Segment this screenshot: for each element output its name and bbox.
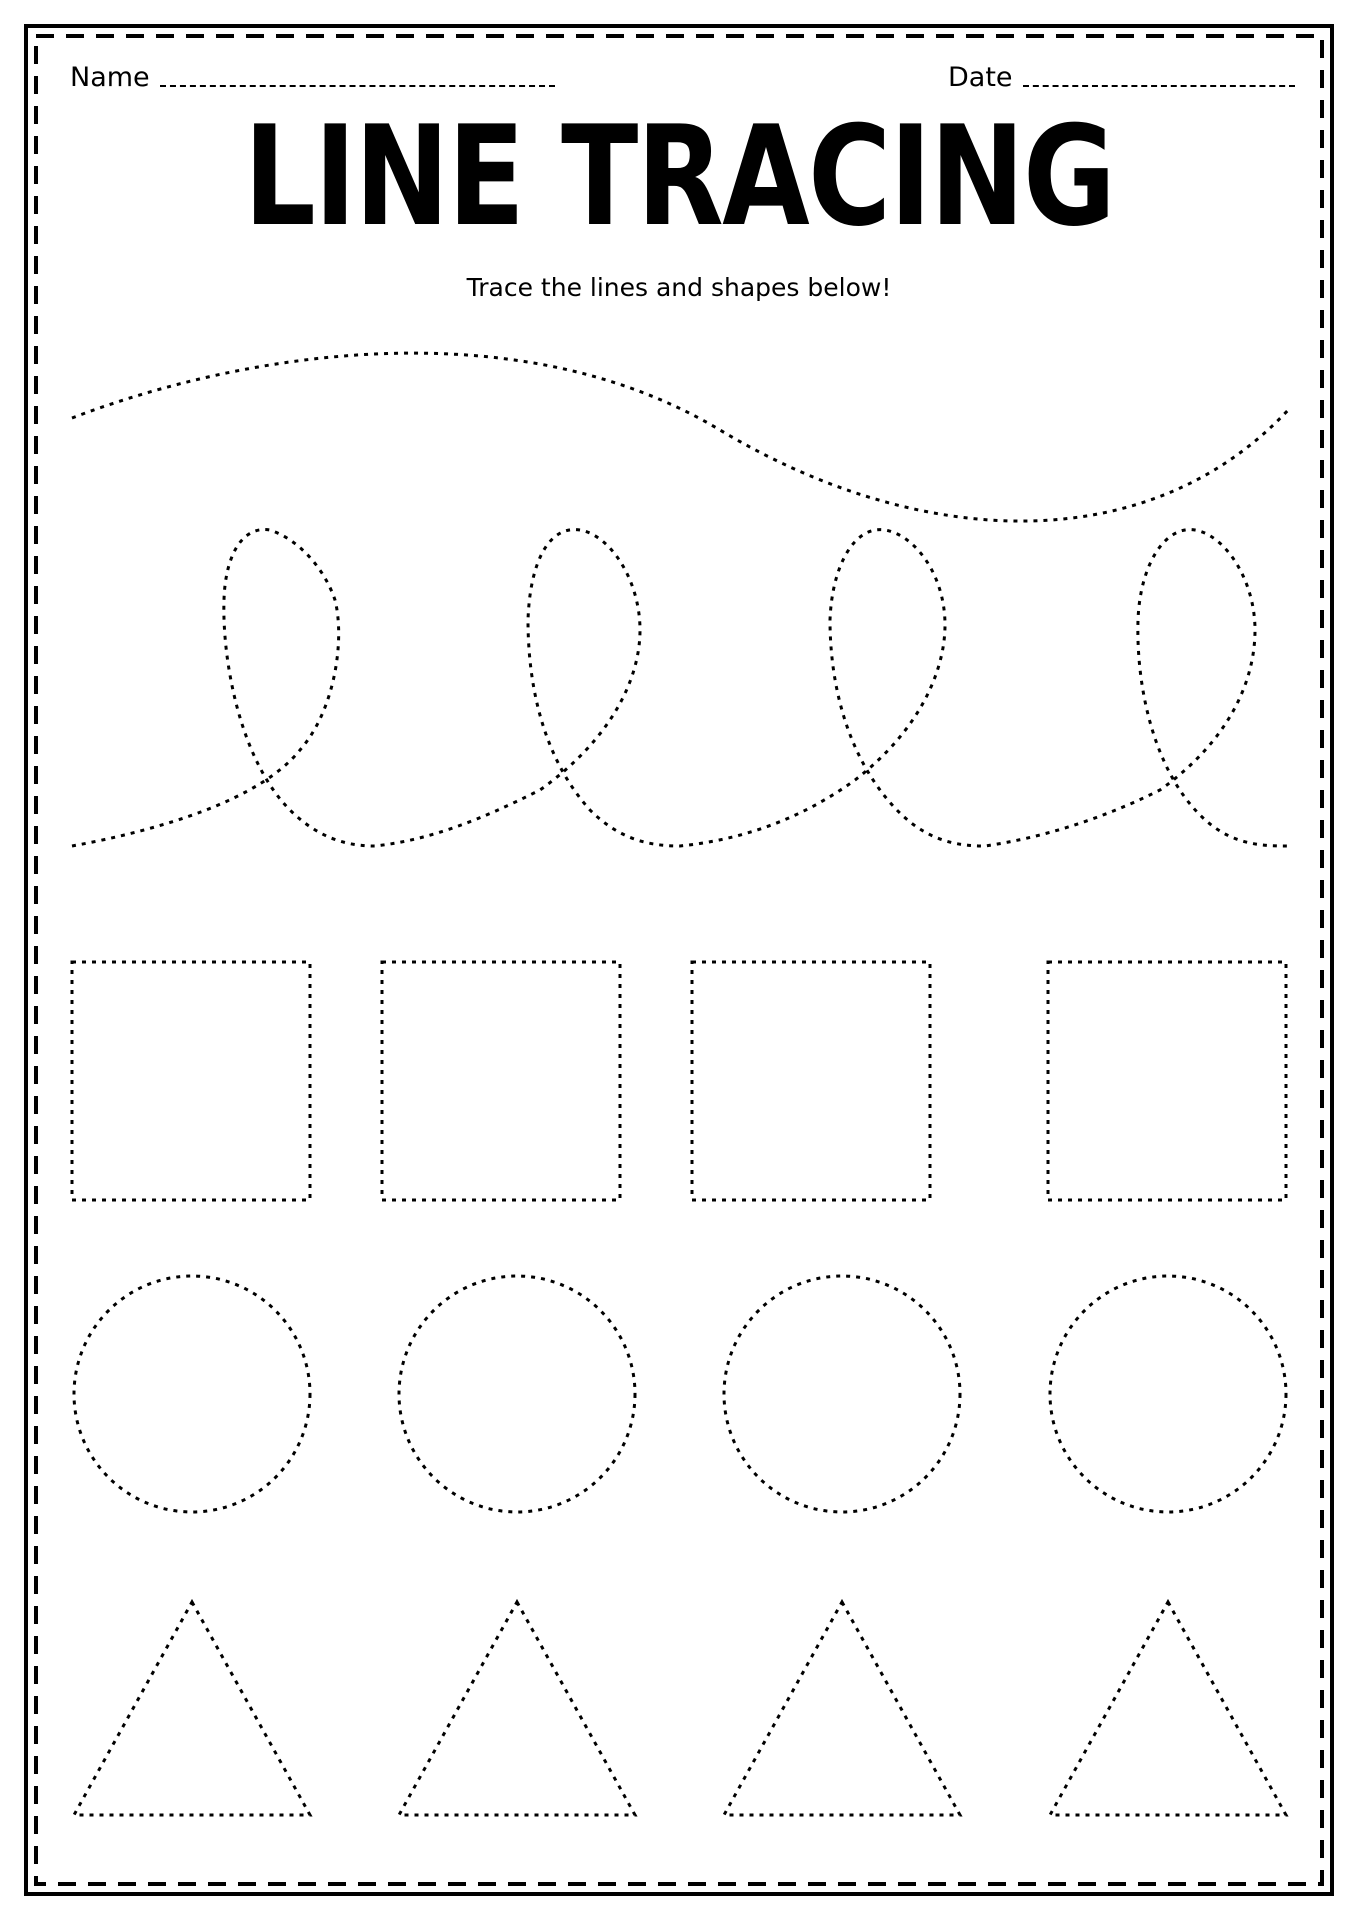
- wave-trace-line[interactable]: [72, 353, 1290, 521]
- triangle-trace-2[interactable]: [399, 1602, 635, 1815]
- square-row: [72, 962, 1286, 1200]
- outer-border: [26, 26, 1332, 1894]
- circle-row: [74, 1276, 1286, 1512]
- square-trace-4[interactable]: [1048, 962, 1286, 1200]
- triangle-trace-4[interactable]: [1050, 1602, 1286, 1815]
- circle-trace-4[interactable]: [1050, 1276, 1286, 1512]
- square-trace-3[interactable]: [692, 962, 930, 1200]
- circle-trace-1[interactable]: [74, 1276, 310, 1512]
- square-trace-1[interactable]: [72, 962, 310, 1200]
- triangle-trace-3[interactable]: [724, 1602, 960, 1815]
- date-label: Date: [948, 62, 1013, 93]
- page-title: LINE TRACING: [243, 96, 1115, 257]
- loop-trace-line[interactable]: [72, 530, 1290, 846]
- triangle-row: [74, 1602, 1286, 1815]
- square-trace-2[interactable]: [382, 962, 620, 1200]
- inner-dashed-border: [36, 36, 1322, 1884]
- name-label: Name: [70, 62, 150, 93]
- instruction-text: Trace the lines and shapes below!: [466, 273, 892, 302]
- circle-trace-2[interactable]: [399, 1276, 635, 1512]
- circle-trace-3[interactable]: [724, 1276, 960, 1512]
- triangle-trace-1[interactable]: [74, 1602, 310, 1815]
